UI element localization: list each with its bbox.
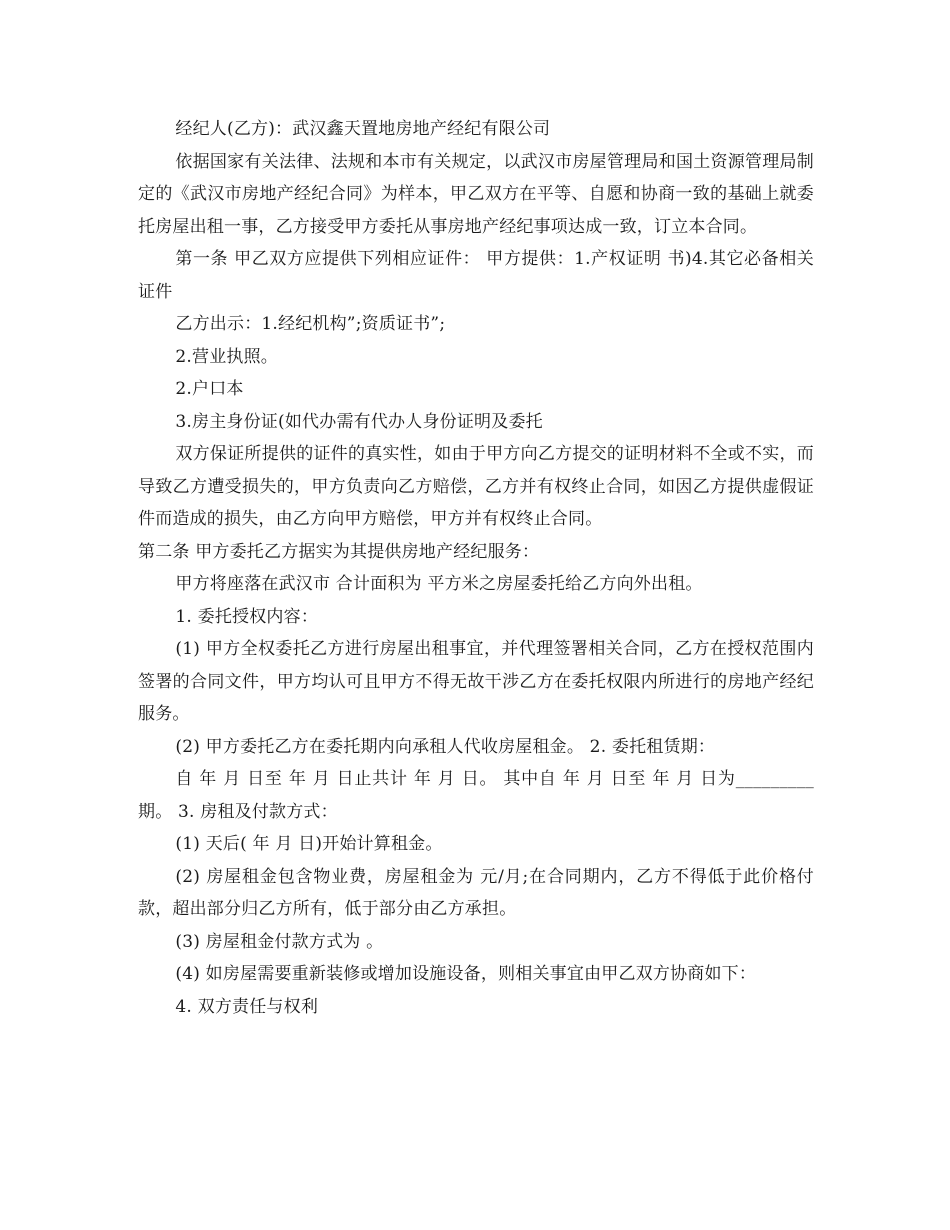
paragraph-rent-3: (3) 房屋租金付款方式为 。 — [175, 931, 384, 952]
paragraph-authorization-2: (2) 甲方委托乙方在委托期内向承租人代收房屋租金。 2. 委托租赁期： — [175, 736, 716, 757]
paragraph-responsibilities-heading: 4. 双方责任与权利 — [175, 996, 319, 1017]
paragraph-owner-id: 3.房主身份证(如代办需有代办人身份证明及委托 — [175, 411, 543, 432]
contract-body — [138, 113, 814, 1023]
paragraph-preamble: 依据国家有关法律、法规和本市有关规定，以武汉市房屋管理局和国土资源管理局制定的《武汉市房地产经纪合同》为样本，甲乙双方在平等、自愿和协商一致的基础上就委托房屋出租一事，乙方接受甲方委托从事房地产经纪事项达成一致，订立本合同。 — [138, 151, 814, 237]
paragraph-article-2: 第二条 甲方委托乙方据实为其提供房地产经纪服务： — [138, 541, 540, 562]
paragraph-lease-period: 自 年 月 日至 年 月 日止共计 年 月 日。 其中自 年 月 日至 年 月 日为_________期。 3. 房租及付款方式： — [138, 769, 814, 822]
paragraph-rent-2: (2) 房屋租金包含物业费，房屋租金为 元/月;在合同期内，乙方不得低于此价格付款，超出部分归乙方所有，低于部分由乙方承担。 — [138, 866, 814, 919]
paragraph-party-b-documents: 乙方出示：1.经纪机构”;资质证书”; — [175, 314, 446, 334]
paragraph-article-1: 第一条 甲乙双方应提供下列相应证件： 甲方提供：1.产权证明 书)4.其它必备相关证件 — [138, 249, 814, 302]
paragraph-authenticity: 双方保证所提供的证件的真实性，如由于甲方向乙方提交的证明材料不全或不实，而导致乙方遭受损失的，甲方负责向乙方赔偿，乙方并有权终止合同，如因乙方提供虚假证件而造成的损失，由乙方向甲方赔偿，甲方并有权终止合同。 — [138, 444, 814, 529]
paragraph-household-register: 2.户口本 — [175, 379, 244, 399]
paragraph-rent-1: (1) 天后( 年 月 日)开始计算租金。 — [175, 834, 443, 854]
paragraph-authorization-1: (1) 甲方全权委托乙方进行房屋出租事宜，并代理签署相关合同，乙方在授权范围内签署的合同文件，甲方均认可且甲方不得无故干涉乙方在委托权限内所进行的房地产经纪服务。 — [138, 639, 814, 724]
paragraph-rent-4: (4) 如房屋需要重新装修或增加设施设备，则相关事宜由甲乙双方协商如下： — [175, 964, 757, 984]
paragraph-authorization-heading: 1. 委托授权内容： — [175, 606, 319, 627]
paragraph-property-location: 甲方将座落在武汉市 合计面积为 平方米之房屋委托给乙方向外出租。 — [175, 574, 703, 594]
paragraph-broker-party: 经纪人(乙方)：武汉鑫天置地房地产经纪有限公司 — [175, 119, 551, 139]
paragraph-business-license: 2.营业执照。 — [175, 346, 279, 367]
